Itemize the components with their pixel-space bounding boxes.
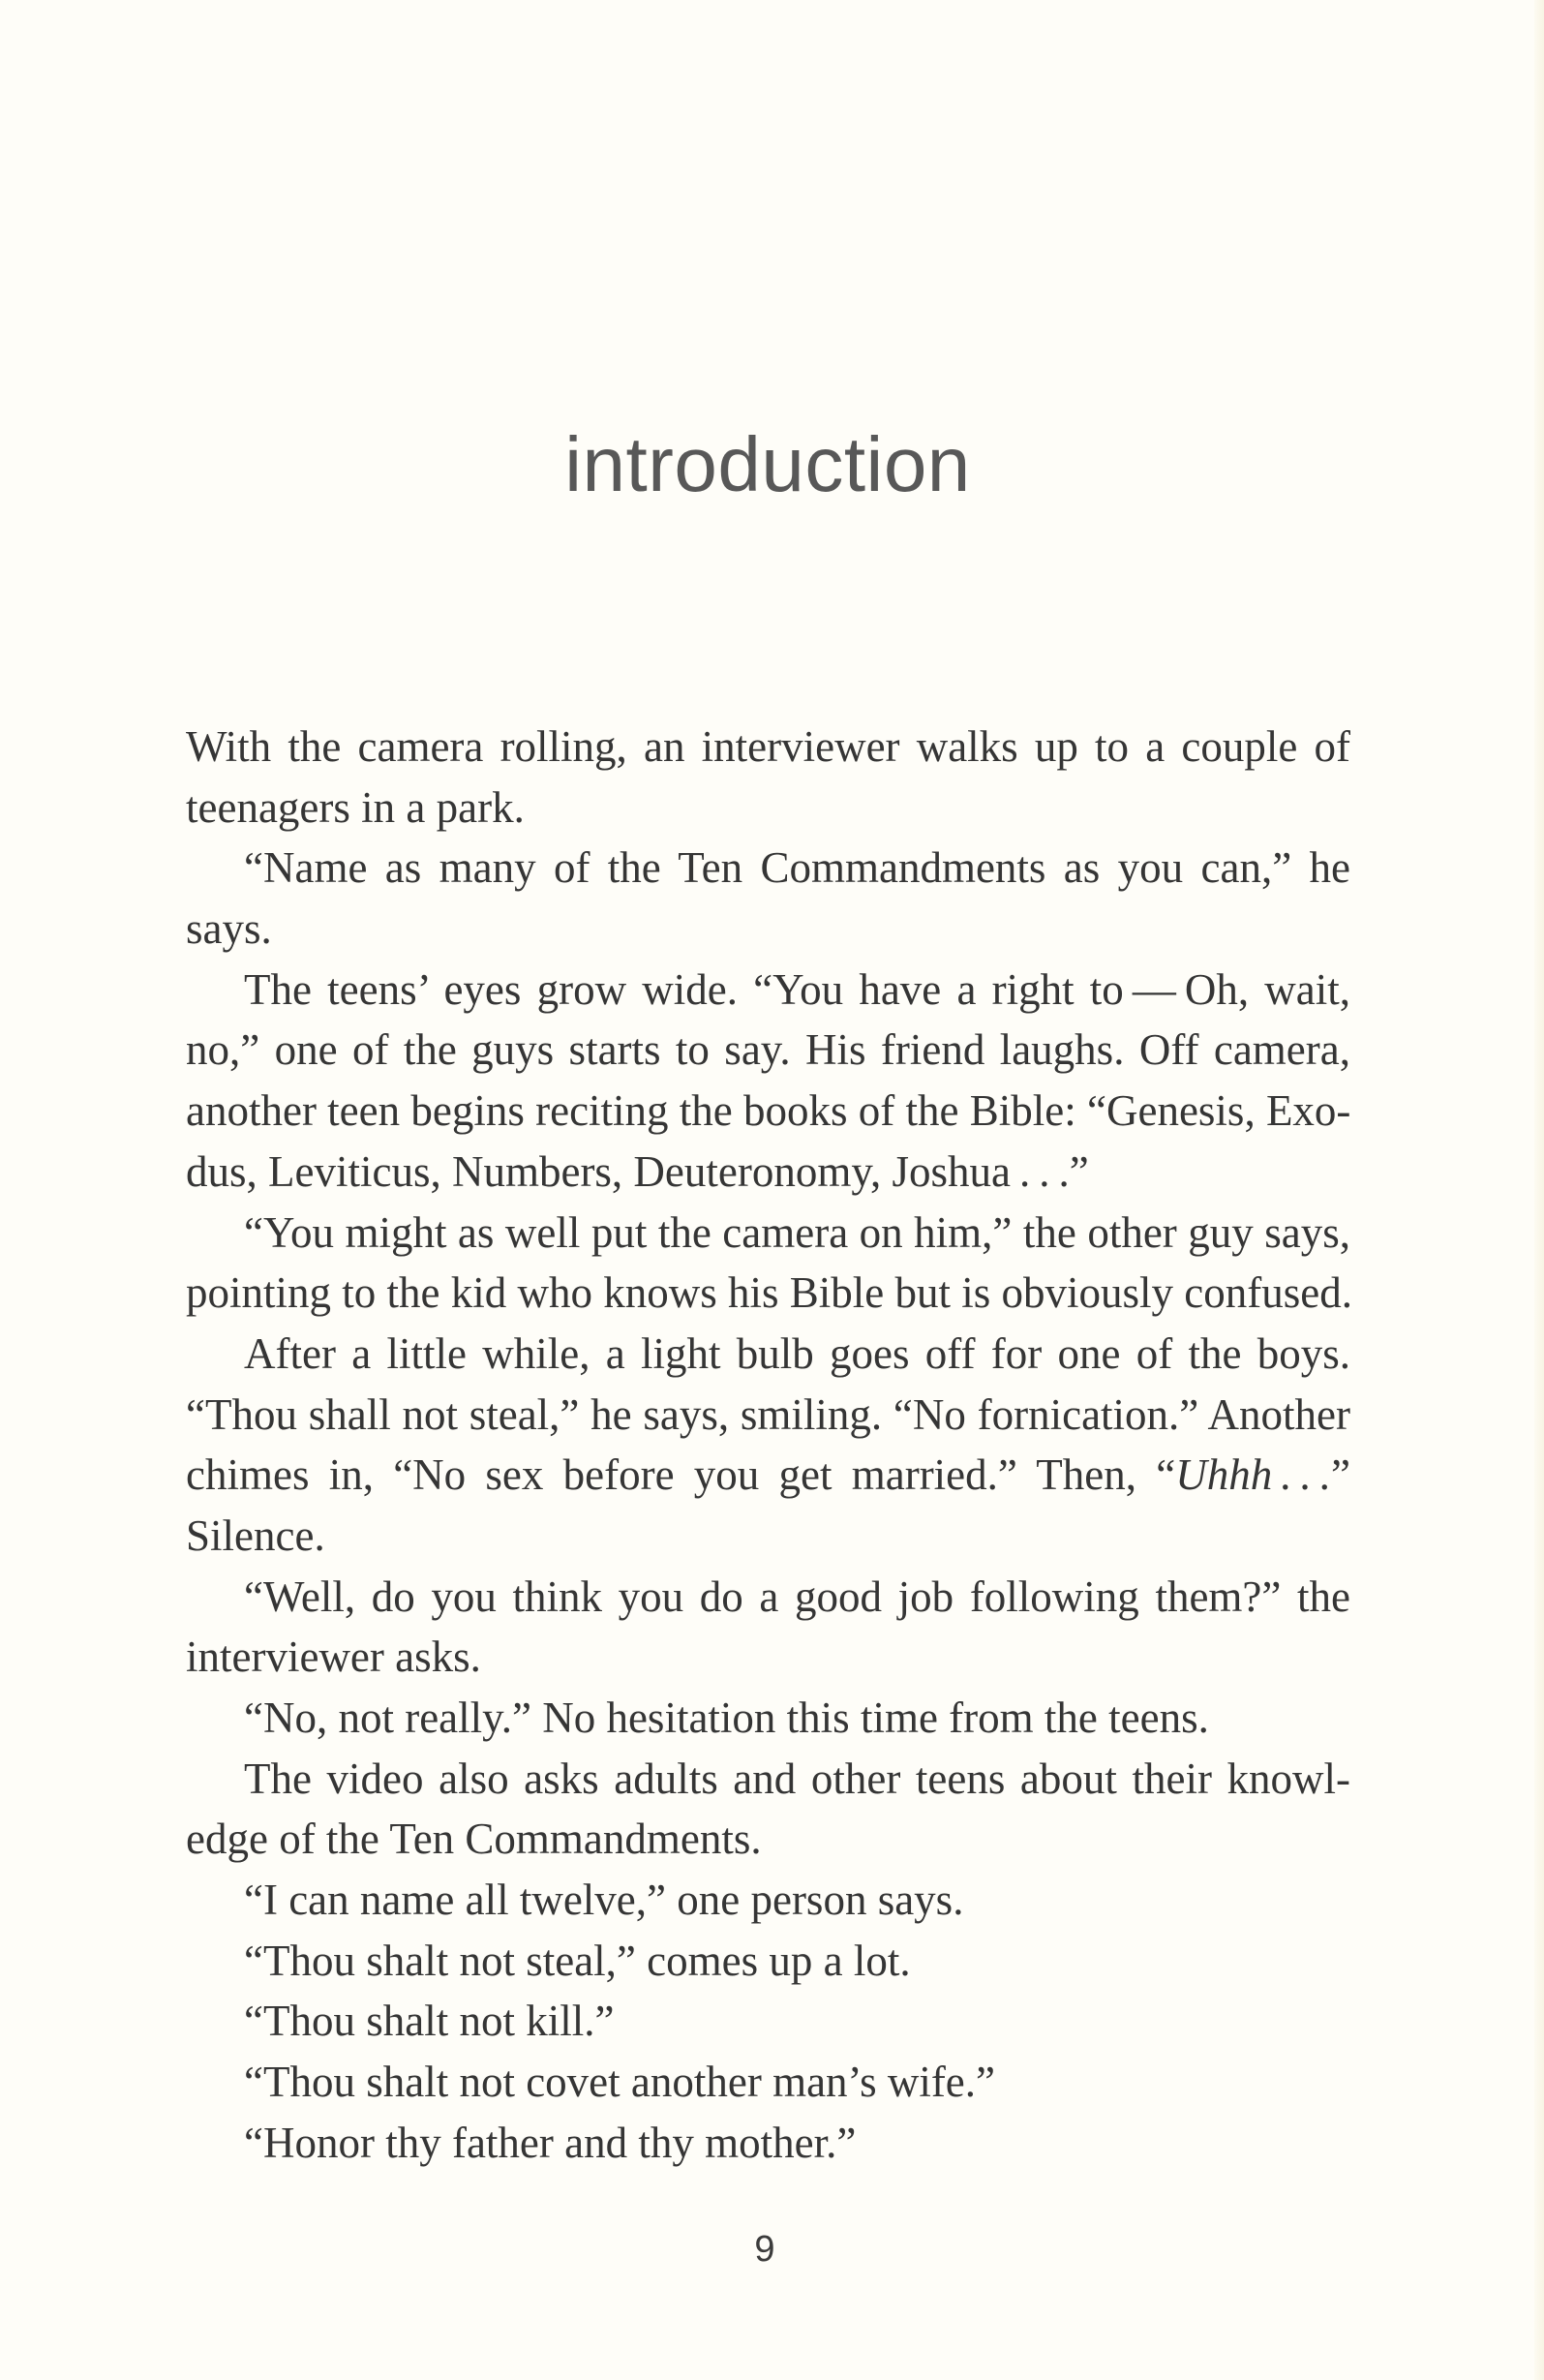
paragraph — [186, 1567, 1350, 1688]
text-line: “Thou shall not steal,” he says, smiling. “No fornication.” Another — [186, 1389, 1350, 1439]
text-line: “I can name all twelve,” one person says. — [244, 1876, 964, 1925]
text-line: “Thou shalt not covet another man’s wife.” — [244, 2058, 996, 2107]
text-line: “Honor thy father and thy mother.” — [244, 2118, 857, 2167]
text-line: teenagers in a park. — [186, 782, 525, 832]
page-number: 9 — [754, 2229, 775, 2270]
paragraph — [186, 1203, 1350, 1324]
text-line: “Thou shalt not steal,” comes up a lot. — [244, 1936, 911, 1985]
closing-quote: ” — [1331, 1450, 1350, 1500]
paragraph — [186, 1324, 1350, 1567]
text-line: “No, not really.” No hesitation this time from the teens. — [244, 1693, 1209, 1742]
paragraph — [186, 2052, 1350, 2113]
text-line: another teen begins reciting the books of the Bible: “Genesis, Exo- — [186, 1086, 1351, 1136]
text-line: edge of the Ten Commandments. — [186, 1815, 762, 1864]
body-text — [186, 717, 1350, 2174]
text-line: interviewer asks. — [186, 1632, 481, 1682]
text-line: says. — [186, 904, 272, 954]
text-line: “Thou shalt not kill.” — [244, 1997, 615, 2046]
text-line: “Well, do you think you do a good job following them?” the — [244, 1571, 1350, 1621]
text-line: With the camera rolling, an interviewer walks up to a couple of — [186, 722, 1350, 771]
text-line: dus, Leviticus, Numbers, Deuteronomy, Joshua . . .” — [186, 1146, 1089, 1196]
paragraph — [186, 838, 1350, 959]
paragraph — [186, 1688, 1350, 1749]
paragraph — [186, 717, 1350, 838]
text-line: Silence. — [186, 1510, 325, 1560]
page-edge — [1534, 0, 1544, 2380]
italic-fragment: Uhhh . . . — [1175, 1450, 1332, 1500]
paragraph — [186, 1931, 1350, 1992]
paragraph — [186, 960, 1350, 1203]
text-line-with-italic — [186, 1445, 1350, 1506]
text-line: The video also asks adults and other teens about their knowl- — [244, 1754, 1350, 1803]
paragraph — [186, 1870, 1350, 1931]
paragraph — [186, 1749, 1350, 1870]
text-line: “Name as many of the Ten Commandments as you can,” he — [244, 843, 1350, 893]
paragraph — [186, 2113, 1350, 2174]
text-fragment: chimes in, “No sex before you get married.” Then, “ — [186, 1450, 1176, 1500]
text-line: no,” one of the guys starts to say. His friend laughs. Off camera, — [186, 1025, 1350, 1075]
text-line: After a little while, a light bulb goes off for one of the boys. — [244, 1328, 1350, 1378]
chapter-title: introduction — [564, 421, 971, 507]
text-line: The teens’ eyes grow wide. “You have a right to — Oh, wait, — [244, 964, 1350, 1014]
paragraph — [186, 1991, 1350, 2052]
text-line: “You might as well put the camera on him,” the other guy says, — [244, 1207, 1350, 1257]
text-line: pointing to the kid who knows his Bible but is obviously confused. — [186, 1268, 1352, 1318]
